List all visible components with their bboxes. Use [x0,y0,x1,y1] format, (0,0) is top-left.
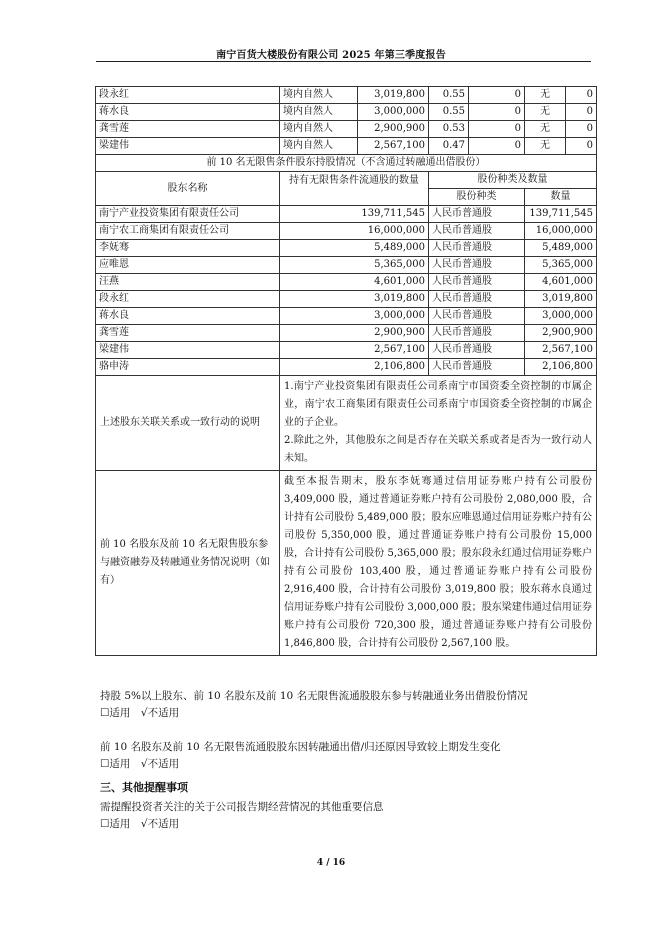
shareholder-name: 骆申涛 [96,359,280,376]
shareholder-name: 龚雪莲 [96,121,280,138]
share-ratio: 0.55 [429,104,469,121]
restricted-shares: 0 [469,121,525,138]
unrestricted-row [96,342,597,359]
margin-text: 截至本报告期末，股东李妩骞通过信用证券账户持有公司股份 3,409,000 股，通过普通证券账户持有公司股份 2,080,000 股，合计持有公司股份 5,489,000 股；股东应唯恩通过信用证券账户持有公司股份 5,350,000 股，通过普通证券账户持有公司股份 15,000 股，合计持有公司股份 5,365,000 股；股东段永红通过信用证券账户持有公司股份 103,400 股，通过普通证券账户持有公司股份 2,916,400 股，合计持有公司股份 3,019,800 股；股东蒋水良通过信用证券账户持有公司股份 3,000,000 股；股东梁建伟通过信用证券账户持有公司股份 720,300 股，通过普通证券账户持有公司股份 1,846,800 股，合计持有公司股份 2,567,100 股。 [280,471,597,656]
page-number: 4 / 16 [316,858,346,868]
restricted-shares: 0 [469,138,525,155]
unrestricted-row [96,257,597,274]
unrestricted-header-row [96,172,597,189]
unrestricted-row [96,274,597,291]
lending-text: 持股 5%以上股东、前 10 名股东及前 10 名无限售流通股股东参与转融通业务出借股份情况 [100,690,528,702]
col-header-name: 股东名称 [96,172,280,206]
unrestricted-row [96,240,597,257]
shareholder-name: 梁建伟 [96,138,280,155]
share-type: 人民币普通股 [429,359,525,376]
unrestricted-row [96,223,597,240]
top10-row [96,104,597,121]
share-amount: 3,000,000 [525,308,597,325]
share-type: 人民币普通股 [429,257,525,274]
top10-row [96,121,597,138]
shareholder-name: 梁建伟 [96,342,280,359]
unrestricted-title: 前 10 名无限售条件股东持股情况（不含通过转融通出借股份） [96,155,597,172]
pledge-quantity: 0 [566,104,597,121]
margin-row [96,471,597,656]
unrestricted-qty: 16,000,000 [280,223,429,240]
shareholder-name: 李妩骞 [96,240,280,257]
unrestricted-qty: 3,000,000 [280,308,429,325]
shareholder-name: 蒋水良 [96,308,280,325]
unrestricted-row [96,359,597,376]
share-amount: 16,000,000 [525,223,597,240]
section3-title: 三、其他提醒事项 [100,781,188,794]
shares-held: 3,019,800 [358,87,429,104]
lending-checkbox: ☐适用 √不适用 [100,707,180,719]
unrestricted-qty: 139,711,545 [280,206,429,223]
restricted-shares: 0 [469,104,525,121]
shareholder-nature: 境内自然人 [280,121,358,138]
top10-row [96,87,597,104]
share-amount: 2,900,900 [525,325,597,342]
pledge-quantity: 0 [566,87,597,104]
pledge-quantity: 0 [566,138,597,155]
share-ratio: 0.55 [429,87,469,104]
shares-held: 2,900,900 [358,121,429,138]
col-header-type: 股份种类 [429,189,525,206]
section3-text: 需提醒投资者关注的关于公司报告期经营情况的其他重要信息 [100,801,384,813]
unrestricted-qty: 2,567,100 [280,342,429,359]
share-ratio: 0.53 [429,121,469,138]
share-amount: 3,019,800 [525,291,597,308]
col-header-class: 股份种类及数量 [429,172,597,189]
unrestricted-qty: 2,900,900 [280,325,429,342]
share-amount: 139,711,545 [525,206,597,223]
page-header: 南宁百货大楼股份有限公司 2025 年第三季度报告 [216,50,446,61]
share-ratio: 0.47 [429,138,469,155]
unrestricted-title-row [96,155,597,172]
shareholder-nature: 境内自然人 [280,138,358,155]
restricted-shares: 0 [469,87,525,104]
related-row [96,376,597,471]
shareholder-name: 南宁产业投资集团有限责任公司 [96,206,280,223]
shareholder-name: 段永红 [96,87,280,104]
shareholder-name: 段永红 [96,291,280,308]
related-text-p2: 2.除此之外，其他股东之间是否存在关联关系或者是否为一致行动人未知。 [284,435,592,464]
change-text: 前 10 名股东及前 10 名无限售流通股股东因转融通出借/归还原因导致较上期发生变化 [100,741,501,753]
unrestricted-row [96,308,597,325]
unrestricted-row [96,291,597,308]
pledge-status: 无 [525,87,566,104]
shareholder-name: 南宁农工商集团有限责任公司 [96,223,280,240]
share-amount: 4,601,000 [525,274,597,291]
share-type: 人民币普通股 [429,206,525,223]
share-amount: 5,489,000 [525,240,597,257]
pledge-status: 无 [525,104,566,121]
share-type: 人民币普通股 [429,342,525,359]
share-type: 人民币普通股 [429,223,525,240]
pledge-quantity: 0 [566,121,597,138]
share-type: 人民币普通股 [429,240,525,257]
unrestricted-qty: 5,365,000 [280,257,429,274]
unrestricted-qty: 4,601,000 [280,274,429,291]
shareholder-name: 龚雪莲 [96,325,280,342]
related-text-p1: 1.南宁产业投资集团有限责任公司系南宁市国资委全资控制的市属企业，南宁农工商集团有限责任公司系南宁市国资委全资控制的市属企业的子企业。 [284,381,592,428]
share-type: 人民币普通股 [429,325,525,342]
col-header-amount: 数量 [525,189,597,206]
shareholder-table [95,86,597,656]
shareholder-nature: 境内自然人 [280,87,358,104]
related-label: 上述股东关联关系或一致行动的说明 [96,376,280,471]
top10-row [96,138,597,155]
unrestricted-qty: 3,019,800 [280,291,429,308]
unrestricted-qty: 5,489,000 [280,240,429,257]
share-amount: 2,567,100 [525,342,597,359]
related-text [280,376,597,471]
pledge-status: 无 [525,121,566,138]
header-divider [96,61,591,62]
unrestricted-row [96,325,597,342]
share-amount: 2,106,800 [525,359,597,376]
share-amount: 5,365,000 [525,257,597,274]
share-type: 人民币普通股 [429,308,525,325]
margin-label: 前 10 名股东及前 10 名无限售股东参与融资融券及转融通业务情况说明（如有） [96,471,280,656]
share-type: 人民币普通股 [429,274,525,291]
unrestricted-row [96,206,597,223]
share-type: 人民币普通股 [429,291,525,308]
change-checkbox: ☐适用 √不适用 [100,758,180,770]
col-header-qty: 持有无限售条件流通股的数量 [280,172,429,206]
shareholder-nature: 境内自然人 [280,104,358,121]
shareholder-name: 汪燕 [96,274,280,291]
shares-held: 2,567,100 [358,138,429,155]
unrestricted-qty: 2,106,800 [280,359,429,376]
pledge-status: 无 [525,138,566,155]
shareholder-name: 应唯恩 [96,257,280,274]
shares-held: 3,000,000 [358,104,429,121]
shareholder-name: 蒋水良 [96,104,280,121]
section3-checkbox: ☐适用 √不适用 [100,818,180,830]
